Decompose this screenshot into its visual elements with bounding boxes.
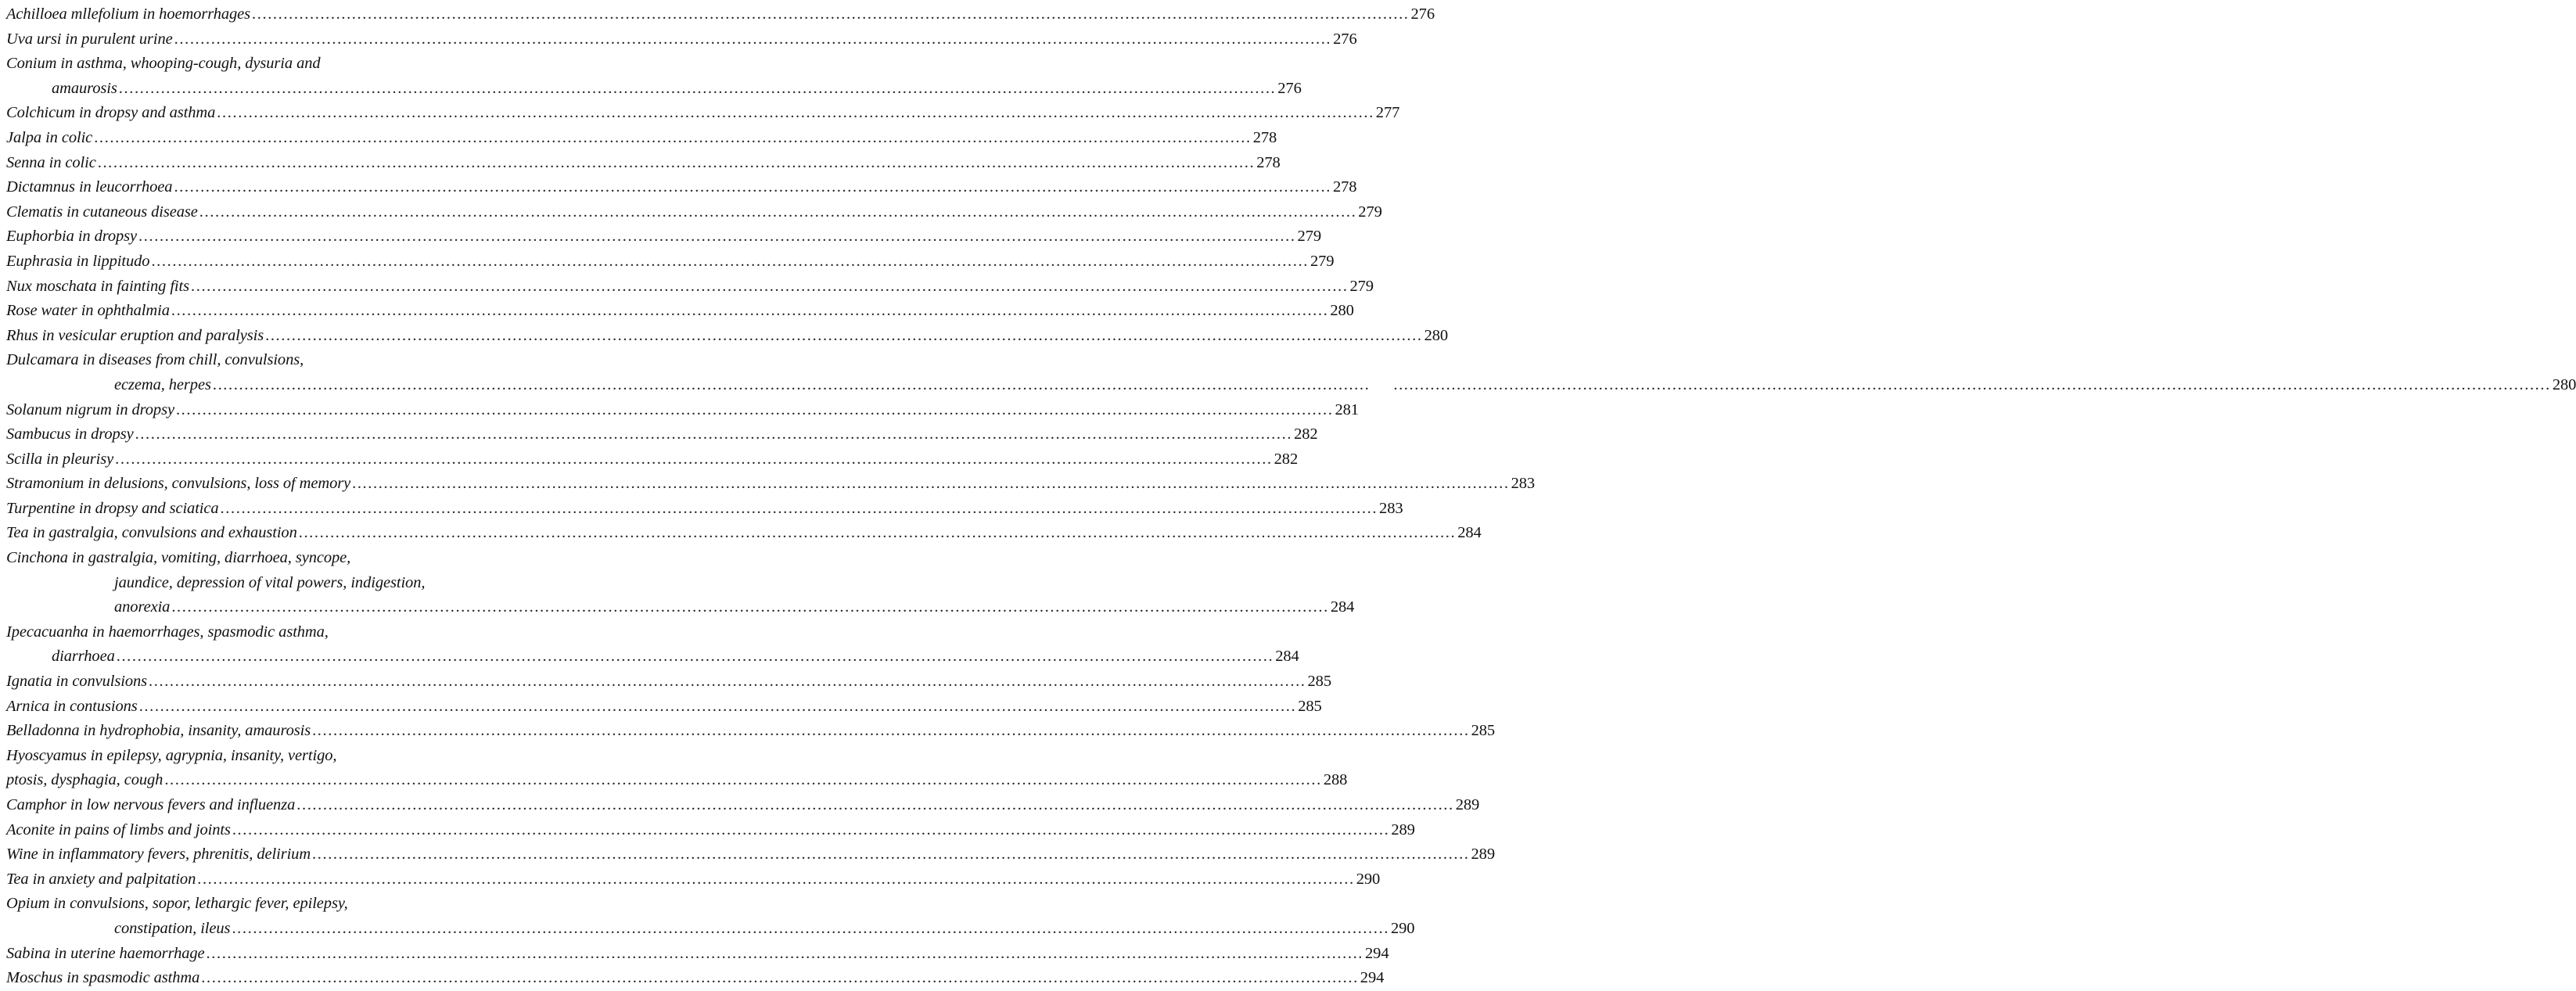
dot-leader: ............................................................................................................................................................................................................................ <box>312 846 1470 864</box>
entry-text: Ignatia in convulsions <box>6 673 148 691</box>
entry-text: Conium in asthma, whooping-cough, dysuria and <box>6 55 321 73</box>
entry-line <box>6 966 1385 991</box>
entry-line <box>6 695 1322 720</box>
dot-leader: ............................................................................................................................................................................................................................ <box>115 450 1273 468</box>
entry-line <box>6 77 1302 102</box>
index-list <box>6 2 2576 991</box>
dot-leader: ............................................................................................................................................................................................................................ <box>197 870 1355 888</box>
entry-text: Moschus in spasmodic asthma <box>6 969 200 987</box>
index-entry <box>6 867 1381 892</box>
page-number: 280 <box>1330 302 1354 320</box>
entry-line <box>6 917 1415 942</box>
page-number: 284 <box>1275 648 1299 666</box>
page-number: 282 <box>1294 425 1318 443</box>
page-number: 285 <box>1307 673 1331 691</box>
index-entry <box>6 670 1331 695</box>
entry-line <box>6 472 1536 497</box>
dot-leader: ............................................................................................................................................................................................................................ <box>191 277 1349 295</box>
entry-line <box>6 348 465 373</box>
entry-line <box>6 52 465 77</box>
entry-text: Arnica in contusions <box>6 697 138 715</box>
entry-line <box>6 744 465 769</box>
entry-text: Clematis in cutaneous disease <box>6 203 198 221</box>
entry-text: Belladonna in hydrophobia, insanity, amaurosis <box>6 722 311 740</box>
entry-line <box>6 126 1277 151</box>
dot-leader: ............................................................................................................................................................................................................................ <box>232 919 1389 937</box>
dot-leader: ............................................................................................................................................................................................................................ <box>94 128 1252 146</box>
page-number: 294 <box>1360 969 1385 987</box>
page-number: 283 <box>1511 475 1536 493</box>
page-number: 281 <box>1335 400 1359 418</box>
index-entry <box>6 175 1357 200</box>
index-entry <box>6 818 1415 843</box>
entry-text: Wine in inflammatory fevers, phrenitis, delirium <box>6 846 311 864</box>
page-number: 278 <box>1332 178 1357 196</box>
index-entry <box>6 620 1299 670</box>
entry-text: Euphorbia in dropsy <box>6 228 138 246</box>
entry-line <box>6 275 1374 300</box>
page-number: 279 <box>1310 252 1335 270</box>
index-entry <box>6 2 1435 27</box>
index-entry <box>6 497 1403 522</box>
entry-text: Sabina in uterine haemorrhage <box>6 944 205 962</box>
page-number: 288 <box>1323 771 1348 789</box>
entry-text: Achilloea mllefolium in hoemorrhages <box>6 5 251 23</box>
page-number: 278 <box>1256 153 1281 171</box>
entry-line <box>6 719 1496 744</box>
dot-leader: ............................................................................................................................................................................................................................ <box>298 524 1457 542</box>
dot-leader: ............................................................................................................................................................................................................................ <box>138 228 1296 246</box>
entry-text: Euphrasia in lippitudo <box>6 252 150 270</box>
index-entry <box>6 299 1354 324</box>
dot-leader: ............................................................................................................................................................................................................................ <box>232 820 1390 838</box>
entry-line <box>6 521 1482 546</box>
entry-line <box>6 398 1359 423</box>
page-number: 289 <box>1455 796 1480 813</box>
dot-leader: ............................................................................................................................................................................................................................ <box>174 178 1331 196</box>
entry-text: diarrhoea <box>52 648 115 666</box>
entry-line <box>6 200 1382 225</box>
entry-text: Uva ursi in purulent urine <box>6 30 173 48</box>
entry-line <box>6 892 465 917</box>
index-entry <box>6 324 1449 349</box>
entry-text: amaurosis <box>52 79 117 97</box>
index-entry <box>6 546 1355 620</box>
entry-line <box>6 595 1355 620</box>
page-number: 276 <box>1333 30 1357 48</box>
entry-line <box>6 151 1281 176</box>
entry-text: jaundice, depression of vital powers, indigestion, <box>114 573 426 591</box>
index-entry <box>6 101 1400 126</box>
page-number: 279 <box>1349 277 1374 295</box>
index-entry <box>6 966 1385 991</box>
page-number: 276 <box>1410 5 1435 23</box>
entry-text: Nux moschata in fainting fits <box>6 277 189 295</box>
index-entry <box>6 793 1480 818</box>
index-entry <box>6 200 1382 225</box>
dot-leader: ............................................................................................................................................................................................................................ <box>175 400 1334 418</box>
entry-text: Tea in gastralgia, convulsions and exhaustion <box>6 524 297 542</box>
entry-text: eczema, herpes <box>114 375 211 393</box>
dot-leader: ............................................................................................................................................................................................................................ <box>312 722 1470 740</box>
entry-line <box>6 670 1331 695</box>
entry-text: Aconite in pains of limbs and joints <box>6 820 231 838</box>
entry-text: Jalpa in colic <box>6 128 93 146</box>
index-entry <box>6 398 1359 423</box>
entry-line <box>6 867 1381 892</box>
dot-leader: ............................................................................................................................................................................................................................ <box>138 697 1297 715</box>
entry-line <box>6 175 1357 200</box>
index-entry <box>6 842 1495 867</box>
index-entry <box>6 224 1321 250</box>
page-number: 280 <box>1424 326 1449 344</box>
entry-text: Rose water in ophthalmia <box>6 302 170 320</box>
entry-line <box>6 620 465 645</box>
index-entry <box>6 447 1299 472</box>
page-number: 285 <box>1298 697 1322 715</box>
page-number: 289 <box>1471 846 1495 864</box>
dot-leader: ............................................................................................................................................................................................................................ <box>352 475 1510 493</box>
dot-leader: ............................................................................................................................................................................................................................ <box>296 796 1454 813</box>
entry-text: Camphor in low nervous fevers and influenza <box>6 796 296 813</box>
page-number: 283 <box>1379 499 1403 517</box>
dot-leader: ............................................................................................................................................................................................................................ <box>171 598 1329 616</box>
page-number: 280 <box>2552 375 2576 393</box>
index-entry <box>6 472 1536 497</box>
index-entry <box>6 719 1496 744</box>
entry-text: ptosis, dysphagia, cough <box>6 771 163 789</box>
entry-text: Colchicum in dropsy and asthma <box>6 104 216 122</box>
index-entry <box>6 892 1415 941</box>
dot-leader: ............................................................................................................................................................................................................................ <box>151 252 1309 270</box>
page-number: 290 <box>1356 870 1381 888</box>
index-entry <box>6 126 1277 151</box>
entry-line <box>6 324 1449 349</box>
entry-line <box>6 645 1299 670</box>
entry-text: Stramonium in delusions, convulsions, loss of memory <box>6 475 351 493</box>
entry-line <box>6 373 2576 398</box>
entry-line <box>6 571 465 596</box>
index-entry <box>6 942 1389 967</box>
page-number: 277 <box>1375 104 1400 122</box>
page-number: 278 <box>1252 128 1277 146</box>
page-number: 289 <box>1391 820 1415 838</box>
entry-text: Cinchona in gastralgia, vomiting, diarrhoea, syncope, <box>6 549 351 567</box>
dot-leader: ............................................................................................................................................................................................................................ <box>199 203 1357 221</box>
dot-leader: ............................................................................................................................................................................................................................ <box>212 375 1371 393</box>
entry-line <box>6 497 1403 522</box>
entry-line <box>6 818 1415 843</box>
entry-line <box>6 224 1321 250</box>
entry-text: Solanum nigrum in dropsy <box>6 400 174 418</box>
dot-leader: ............................................................................................................................................................................................................................ <box>135 425 1293 443</box>
dot-leader: ............................................................................................................................................................................................................................ <box>97 153 1256 171</box>
entry-text: Ipecacuanha in haemorrhages, spasmodic asthma, <box>6 623 329 641</box>
index-entry <box>6 744 1348 793</box>
entry-line <box>6 793 1480 818</box>
entry-line <box>6 101 1400 126</box>
entry-line <box>6 2 1435 27</box>
index-entry <box>6 422 1318 447</box>
entry-text: anorexia <box>114 598 171 616</box>
index-entry <box>6 521 1482 546</box>
dot-leader: ............................................................................................................................................................................................................................ <box>265 326 1423 344</box>
entry-line <box>6 546 465 571</box>
entry-line <box>6 27 1357 52</box>
page-number: 294 <box>1365 944 1389 962</box>
entry-text: Scilla in pleurisy <box>6 450 114 468</box>
index-entry <box>6 27 1357 52</box>
page-number: 279 <box>1358 203 1382 221</box>
dot-leader: ............................................................................................................................................................................................................................ <box>206 944 1364 962</box>
entry-text: Hyoscyamus in epilepsy, agrypnia, insanity, vertigo, <box>6 746 337 764</box>
dot-leader: ............................................................................................................................................................................................................................ <box>252 5 1410 23</box>
entry-line <box>6 422 1318 447</box>
dot-leader: ............................................................................................................................................................................................................................ <box>164 771 1322 789</box>
entry-line <box>6 299 1354 324</box>
page-number: 290 <box>1390 919 1415 937</box>
index-entry <box>6 250 1335 275</box>
dot-leader: ............................................................................................................................................................................................................................ <box>217 104 1374 122</box>
page-number: 284 <box>1330 598 1355 616</box>
index-entry <box>6 275 1374 300</box>
entry-text: Rhus in vesicular eruption and paralysis <box>6 326 264 344</box>
entry-text: Tea in anxiety and palpitation <box>6 870 196 888</box>
entry-text: Senna in colic <box>6 153 96 171</box>
page-number: 276 <box>1277 79 1302 97</box>
dot-leader: ............................................................................................................................................................................................................................ <box>1393 375 2551 393</box>
dot-leader: ............................................................................................................................................................................................................................ <box>201 969 1359 987</box>
entry-text: constipation, ileus <box>114 919 231 937</box>
entry-line <box>6 768 1348 793</box>
page-number: 285 <box>1471 722 1496 740</box>
entry-text: Sambucus in dropsy <box>6 425 134 443</box>
dot-leader: ............................................................................................................................................................................................................................ <box>220 499 1378 517</box>
entry-line <box>6 842 1495 867</box>
dot-leader: ............................................................................................................................................................................................................................ <box>116 648 1274 666</box>
entry-text: Dictamnus in leucorrhoea <box>6 178 173 196</box>
index-entry <box>6 151 1281 176</box>
dot-leader: ............................................................................................................................................................................................................................ <box>118 79 1277 97</box>
entry-line <box>6 250 1335 275</box>
index-entry <box>6 52 1302 101</box>
dot-leader: ............................................................................................................................................................................................................................ <box>171 302 1329 320</box>
dot-leader: ............................................................................................................................................................................................................................ <box>149 673 1306 691</box>
entry-text: Opium in convulsions, sopor, lethargic fever, epilepsy, <box>6 895 348 913</box>
page-number: 282 <box>1274 450 1299 468</box>
page-number: 279 <box>1297 228 1321 246</box>
entry-text: Dulcamara in diseases from chill, convulsions, <box>6 351 304 369</box>
dot-leader: ............................................................................................................................................................................................................................ <box>174 30 1332 48</box>
entry-text: Turpentine in dropsy and sciatica <box>6 499 219 517</box>
page-number: 284 <box>1457 524 1482 542</box>
entry-line <box>6 942 1389 967</box>
entry-line <box>6 447 1299 472</box>
index-entry <box>6 695 1322 720</box>
index-entry <box>6 348 2576 397</box>
